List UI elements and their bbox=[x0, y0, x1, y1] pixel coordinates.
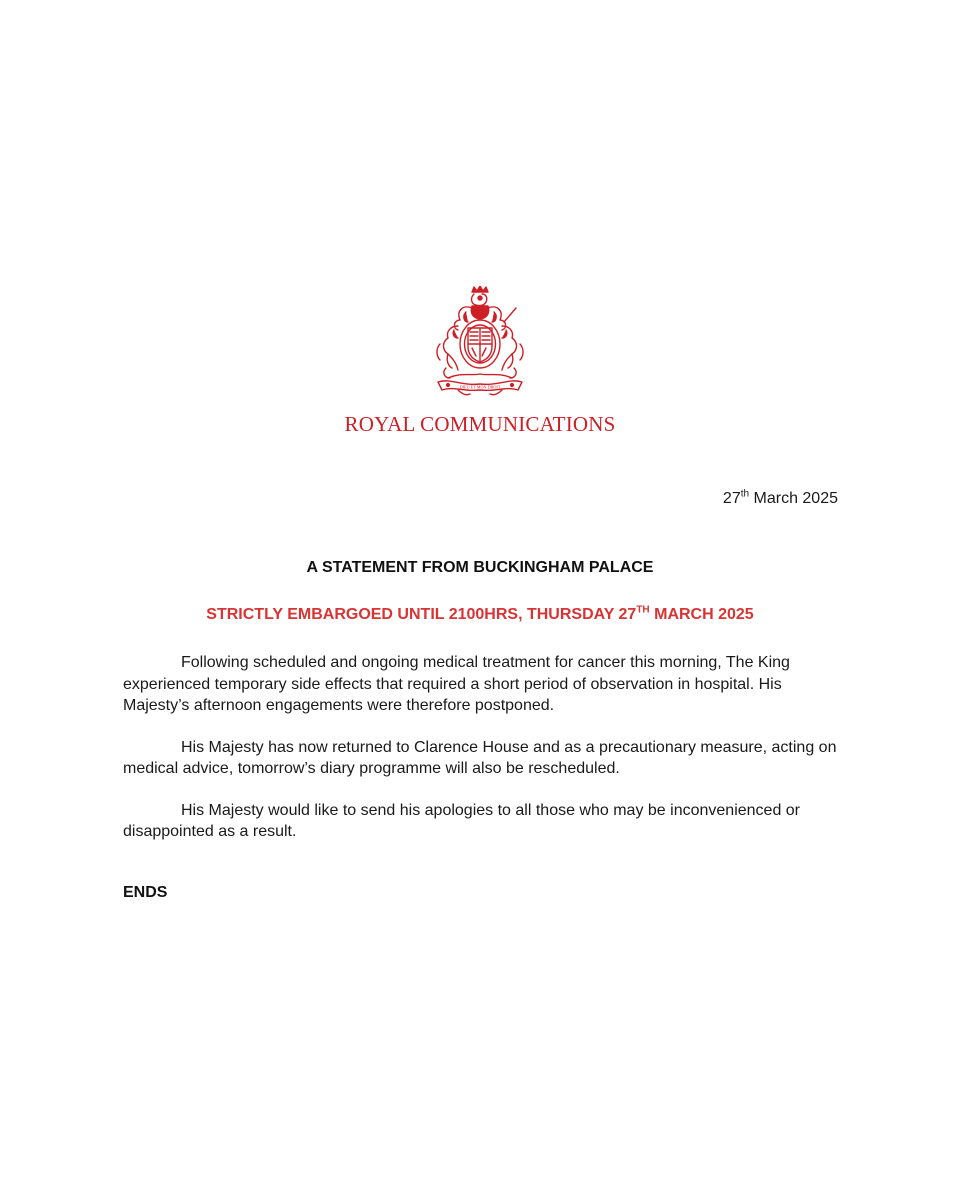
brand-name: ROYAL COMMUNICATIONS bbox=[344, 412, 616, 436]
embargo-notice bbox=[0, 606, 960, 624]
date-day: 27 bbox=[722, 490, 741, 507]
ends-marker: ENDS bbox=[123, 884, 168, 901]
date-suffix: th bbox=[740, 488, 750, 500]
embargo-date: MARCH 2025 bbox=[649, 606, 754, 623]
embargo-text: STRICTLY EMBARGOED UNTIL 2100HRS, THURSDAY 27 bbox=[206, 606, 637, 623]
paragraph-treatment: Following scheduled and ongoing medical treatment for cancer this morning, The King experienced temporary side effects that required a short period of observation in hospital. His Majesty’s afternoon engagements were therefore postponed. bbox=[123, 654, 790, 714]
statement-body bbox=[123, 652, 843, 863]
embargo-suffix: TH bbox=[636, 604, 650, 616]
paragraph-apology: His Majesty would like to send his apologies to all those who may be inconvenienced or disappointed as a result. bbox=[123, 801, 801, 840]
paragraph-return: His Majesty has now returned to Clarence House and as a precautionary measure, acting on medical advice, tomorrow’s diary programme will also be rescheduled. bbox=[123, 738, 837, 777]
royal-coat-of-arms-icon bbox=[418, 286, 542, 398]
statement-date bbox=[723, 490, 838, 508]
date-month-year: March 2025 bbox=[749, 490, 838, 507]
page-title: A STATEMENT FROM BUCKINGHAM PALACE bbox=[306, 559, 654, 576]
crest-motto: DIEU ET MON DROIT bbox=[459, 384, 501, 390]
